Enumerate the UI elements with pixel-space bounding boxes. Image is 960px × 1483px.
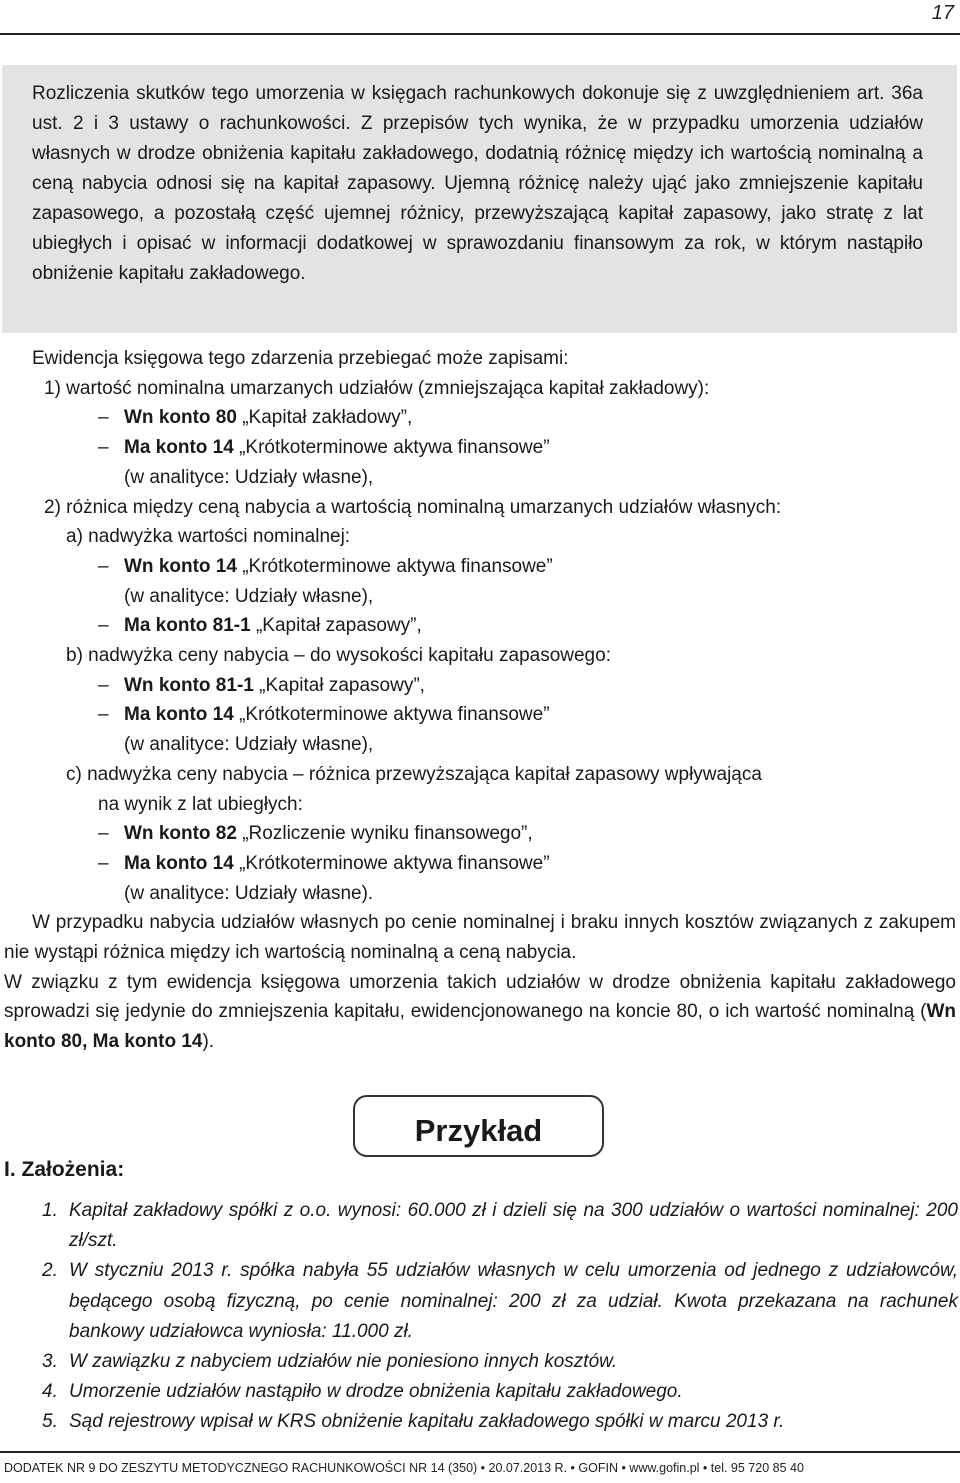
list-item: 3. W zawiązku z nabyciem udziałów nie poniesiono innych kosztów. (42, 1351, 618, 1373)
paragraph-2: W związku z tym ewidencja księgowa umorzenia takich udziałów w drodze obniżenia kapitału zakładowego sprowadzi się jedynie do zmniejszenia kapitału, ewidencjonowanego na koncie 80, o ich wartość nominalną (Wn konto 80, Ma konto 14). (4, 971, 956, 1053)
item-2a: a) nadwyżka wartości nominalnej: (66, 526, 351, 548)
page-number: 17 (931, 2, 954, 24)
item-2b: b) nadwyżka ceny nabycia – do wysokości kapitału zapasowego: (66, 645, 611, 667)
entry-note: (w analityce: Udziały własne). (124, 882, 374, 904)
entry-ma: – Ma konto 14 „Krótkoterminowe aktywa finansowe” (98, 437, 550, 459)
list-item: 5. Sąd rejestrowy wpisał w KRS obniżenie kapitału zakładowego spółki w marcu 2013 r. (42, 1411, 785, 1433)
list-item: 2. W styczniu 2013 r. spółka nabyła 55 udziałów własnych w celu umorzenia od jednego z udziałowców, będącego osobą fizyczną, po cenie nominalnej: 200 zł za udział. Kwota przekazana na rachunek bankowy udziałowca wyniosła: 11.000 zł. (42, 1260, 958, 1342)
entry-wn: – Wn konto 81-1 „Kapitał zapasowy”, (98, 674, 425, 696)
item-2c: c) nadwyżka ceny nabycia – różnica przewyższająca kapitał zapasowy wpływająca (66, 763, 762, 785)
example-title: Przykład (414, 1113, 543, 1148)
entry-note: (w analityce: Udziały własne), (124, 585, 374, 607)
item-2c-cont: na wynik z lat ubiegłych: (98, 793, 303, 815)
entry-ma: – Ma konto 81-1 „Kapitał zapasowy”, (98, 615, 422, 637)
entry-ma: – Ma konto 14 „Krótkoterminowe aktywa finansowe” (98, 852, 550, 874)
entry-wn: – Wn konto 82 „Rozliczenie wyniku finansowego”, (98, 823, 533, 845)
assumptions-list (42, 1196, 958, 1438)
quote-text: Rozliczenia skutków tego umorzenia w księgach rachunkowych dokonuje się z uwzględnieniem art. 36a ust. 2 i 3 ustawy o rachunkowości. Z przepisów tych wynika, że w przypadku umorzenia udziałów własnych w drodze obniżenia kapitału zakładowego, dodatnią różnicę między ich wartością nominalną a ceną nabycia odnosi się na kapitał zapasowy. Ujemną różnicę należy ująć jako zmniejszenie kapitału zapasowego, a pozostałą część ujemnej różnicy, przewyższającą kapitał zapasowy, jako stratę z lat ubiegłych i opisać w informacji dodatkowej w sprawozdaniu finansowym za rok, w którym nastąpiło obniżenie kapitału zakładowego. (32, 83, 923, 284)
entry-wn: – Wn konto 14 „Krótkoterminowe aktywa finansowe” (98, 555, 553, 577)
footer-text: DODATEK NR 9 DO ZESZYTU METODYCZNEGO RACHUNKOWOŚCI NR 14 (350) • 20.07.2013 R. • GOFIN • www.gofin.pl • tel. 95 720 85 40 (4, 1461, 804, 1475)
paragraph-1: W przypadku nabycia udziałów własnych po cenie nominalnej i braku innych kosztów związanych z zakupem nie wystąpi różnica między ich wartością nominalną a ceną nabycia. (4, 912, 956, 964)
item-2: 2) różnica między ceną nabycia a wartością nominalną umarzanych udziałów własnych: (44, 496, 782, 518)
item-1: 1) wartość nominalna umarzanych udziałów (zmniejszająca kapitał zakładowy): (44, 377, 710, 399)
entry-wn: – Wn konto 80 „Kapitał zakładowy”, (98, 407, 413, 429)
entry-ma: – Ma konto 14 „Krótkoterminowe aktywa finansowe” (98, 704, 550, 726)
assumptions-heading: I. Założenia: (4, 1158, 125, 1181)
quote-box (2, 65, 957, 333)
example-box (353, 1095, 604, 1157)
entry-note: (w analityce: Udziały własne), (124, 734, 374, 756)
main-content (4, 344, 956, 1057)
entry-note: (w analityce: Udziały własne), (124, 466, 374, 488)
list-item: 1. Kapitał zakładowy spółki z o.o. wynosi: 60.000 zł i dzieli się na 300 udziałów o wartości nominalnej: 200 zł/szt. (42, 1200, 958, 1252)
intro-line: Ewidencja księgowa tego zdarzenia przebiegać może zapisami: (32, 348, 569, 369)
header-rule (0, 33, 960, 35)
footer-rule (0, 1451, 960, 1453)
list-item: 4. Umorzenie udziałów nastąpiło w drodze obniżenia kapitału zakładowego. (42, 1381, 683, 1403)
